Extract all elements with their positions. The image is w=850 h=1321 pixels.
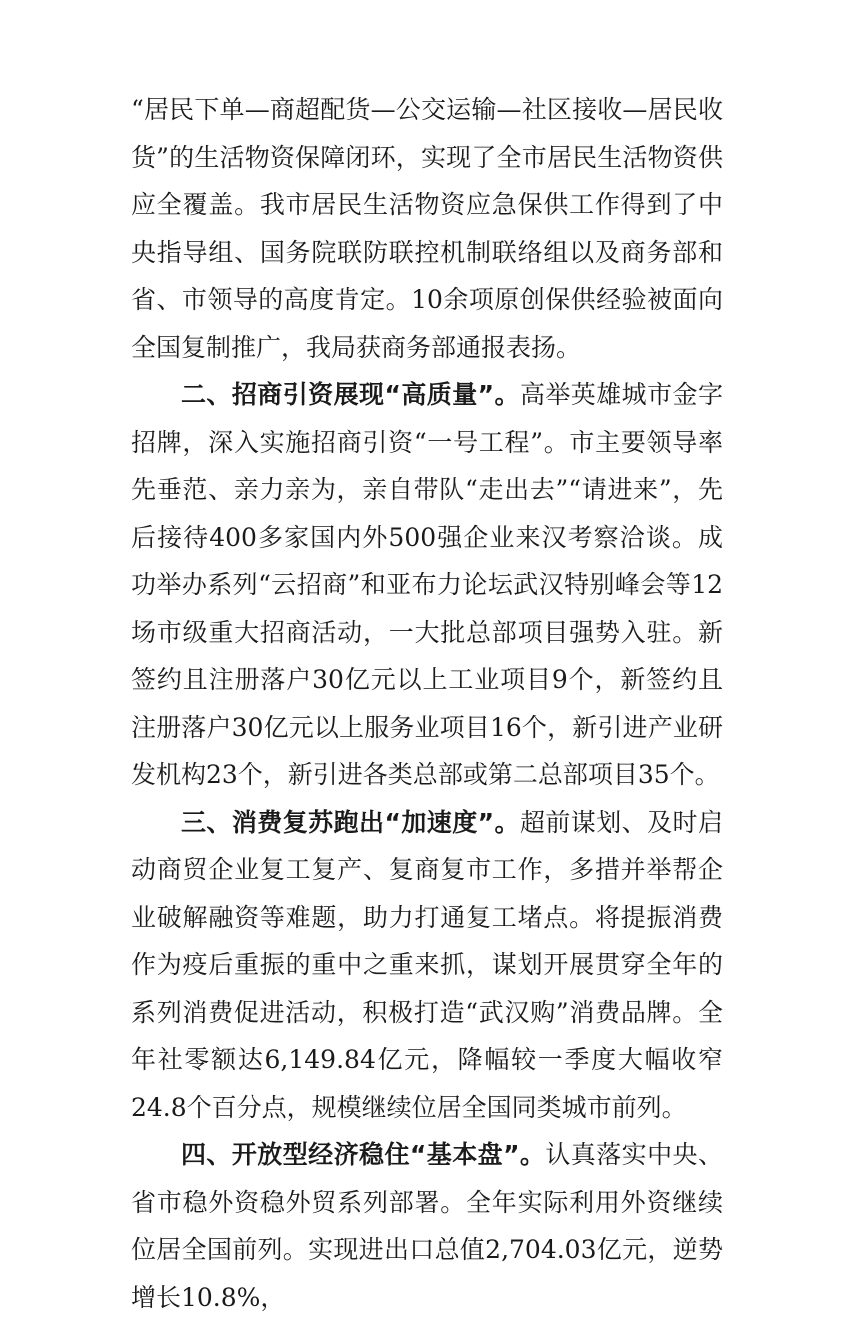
- paragraph-text: 认真落实中央、省市稳外资稳外贸系列部署。全年实际利用外资继续位居全国前列。实现进出口总值2,704.03亿元，逆势增长10.8%，: [131, 1140, 723, 1312]
- paragraph-text: 超前谋划、及时启动商贸企业复工复产、复商复市工作，多措并举帮企业破解融资等难题，助力打通复工堵点。将提振消费作为疫后重振的重中之重来抓，谋划开展贯穿全年的系列消费促进活动，积极打造“武汉购”消费品牌。全年社零额达6,149.84亿元，降幅较一季度大幅收窄24.8个百分点，规模继续位居全国同类城市前列。: [131, 807, 723, 1122]
- section-heading-investment: 二、招商引资展现“高质量”。: [181, 380, 520, 409]
- paragraph-consumption: [131, 799, 723, 1132]
- section-heading-consumption: 三、消费复苏跑出“加速度”。: [181, 807, 520, 837]
- paragraph-text: 高举英雄城市金字招牌，深入实施招商引资“一号工程”。市主要领导率先垂范、亲力亲为，亲自带队“走出去”“请进来”，先后接待400多家国内外500强企业来汉考察洽谈。成功举办系列“云招商”和亚布力论坛武汉特别峰会等12场市级重大招商活动，一大批总部项目强势入驻。新签约且注册落户30亿元以上工业项目9个，新签约且注册落户30亿元以上服务业项目16个，新引进产业研发机构23个，新引进各类总部或第二总部项目35个。: [131, 380, 723, 789]
- paragraph-open-economy: [131, 1131, 723, 1321]
- section-heading-open-economy: 四、开放型经济稳住“基本盘”。: [181, 1140, 546, 1169]
- document-body: [131, 86, 723, 1321]
- paragraph-continuation: [131, 86, 723, 371]
- paragraph-text: “居民下单—商超配货—公交运输—社区接收—居民收货”的生活物资保障闭环，实现了全市居民生活物资供应全覆盖。我市居民生活物资应急保供工作得到了中央指导组、国务院联防联控机制联络组以及商务部和省、市领导的高度肯定。10余项原创保供经验被面向全国复制推广，我局获商务部通报表扬。: [131, 95, 723, 362]
- paragraph-investment: [131, 371, 723, 799]
